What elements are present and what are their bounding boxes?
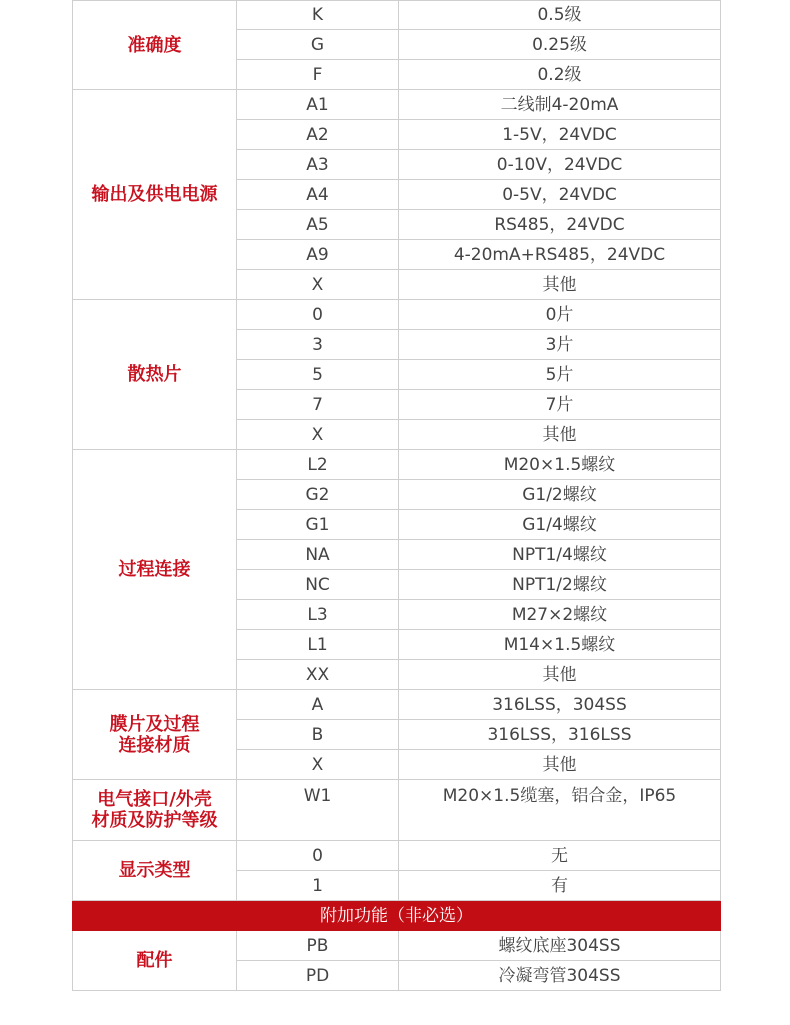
option-code: G2 xyxy=(237,480,399,510)
option-code: K xyxy=(237,1,399,30)
option-description: 0-5V，24VDC xyxy=(399,180,721,210)
option-description: 其他 xyxy=(399,750,721,780)
option-description: 0.2级 xyxy=(399,60,721,90)
option-code: A1 xyxy=(237,90,399,120)
option-code: NC xyxy=(237,570,399,600)
category-label: 输出及供电电源 xyxy=(73,90,237,300)
option-code: 3 xyxy=(237,330,399,360)
option-description: G1/2螺纹 xyxy=(399,480,721,510)
option-description: NPT1/4螺纹 xyxy=(399,540,721,570)
option-code: B xyxy=(237,720,399,750)
option-code: 1 xyxy=(237,871,399,901)
option-description: 3片 xyxy=(399,330,721,360)
option-description: M14×1.5螺纹 xyxy=(399,630,721,660)
option-description: 其他 xyxy=(399,420,721,450)
option-code: X xyxy=(237,420,399,450)
option-description: 有 xyxy=(399,871,721,901)
option-code: G1 xyxy=(237,510,399,540)
table-row xyxy=(73,841,721,871)
option-description: 0片 xyxy=(399,300,721,330)
table-row xyxy=(73,1,721,30)
table-row xyxy=(73,690,721,720)
option-code: PB xyxy=(237,931,399,961)
option-code: NA xyxy=(237,540,399,570)
option-description: M20×1.5螺纹 xyxy=(399,450,721,480)
option-code: 7 xyxy=(237,390,399,420)
option-description: 5片 xyxy=(399,360,721,390)
option-code: 5 xyxy=(237,360,399,390)
option-description: 0.25级 xyxy=(399,30,721,60)
table-row xyxy=(73,780,721,841)
option-code: A9 xyxy=(237,240,399,270)
option-code: A3 xyxy=(237,150,399,180)
option-description: G1/4螺纹 xyxy=(399,510,721,540)
additional-functions-banner: 附加功能（非必选） xyxy=(73,901,721,931)
table-row xyxy=(73,450,721,480)
option-description: 无 xyxy=(399,841,721,871)
option-code: L2 xyxy=(237,450,399,480)
option-description: 1-5V，24VDC xyxy=(399,120,721,150)
option-code: A5 xyxy=(237,210,399,240)
option-code: A2 xyxy=(237,120,399,150)
option-description: M27×2螺纹 xyxy=(399,600,721,630)
option-description: 4-20mA+RS485，24VDC xyxy=(399,240,721,270)
table-row xyxy=(73,901,721,931)
category-label: 电气接口/外壳 材质及防护等级 xyxy=(73,780,237,841)
spec-table-body xyxy=(73,1,721,991)
option-code: G xyxy=(237,30,399,60)
category-label: 准确度 xyxy=(73,1,237,90)
category-label: 过程连接 xyxy=(73,450,237,690)
option-description: M20×1.5缆塞，铝合金，IP65 xyxy=(399,780,721,841)
option-description: RS485，24VDC xyxy=(399,210,721,240)
option-code: L3 xyxy=(237,600,399,630)
option-description: 其他 xyxy=(399,270,721,300)
option-code: X xyxy=(237,750,399,780)
option-code: 0 xyxy=(237,300,399,330)
option-description: 螺纹底座304SS xyxy=(399,931,721,961)
option-description: 316LSS，304SS xyxy=(399,690,721,720)
category-label: 散热片 xyxy=(73,300,237,450)
option-code: L1 xyxy=(237,630,399,660)
option-code: PD xyxy=(237,961,399,991)
option-description: 0.5级 xyxy=(399,1,721,30)
table-row xyxy=(73,90,721,120)
option-description: NPT1/2螺纹 xyxy=(399,570,721,600)
option-code: A4 xyxy=(237,180,399,210)
option-code: W1 xyxy=(237,780,399,841)
option-description: 7片 xyxy=(399,390,721,420)
option-code: XX xyxy=(237,660,399,690)
option-code: 0 xyxy=(237,841,399,871)
option-description: 其他 xyxy=(399,660,721,690)
category-label: 膜片及过程 连接材质 xyxy=(73,690,237,780)
option-code: X xyxy=(237,270,399,300)
option-description: 冷凝弯管304SS xyxy=(399,961,721,991)
option-description: 0-10V，24VDC xyxy=(399,150,721,180)
table-row xyxy=(73,931,721,961)
option-code: A xyxy=(237,690,399,720)
option-description: 316LSS，316LSS xyxy=(399,720,721,750)
table-row xyxy=(73,300,721,330)
option-description: 二线制4-20mA xyxy=(399,90,721,120)
category-label: 配件 xyxy=(73,931,237,991)
spec-table xyxy=(72,0,721,991)
option-code: F xyxy=(237,60,399,90)
category-label: 显示类型 xyxy=(73,841,237,901)
